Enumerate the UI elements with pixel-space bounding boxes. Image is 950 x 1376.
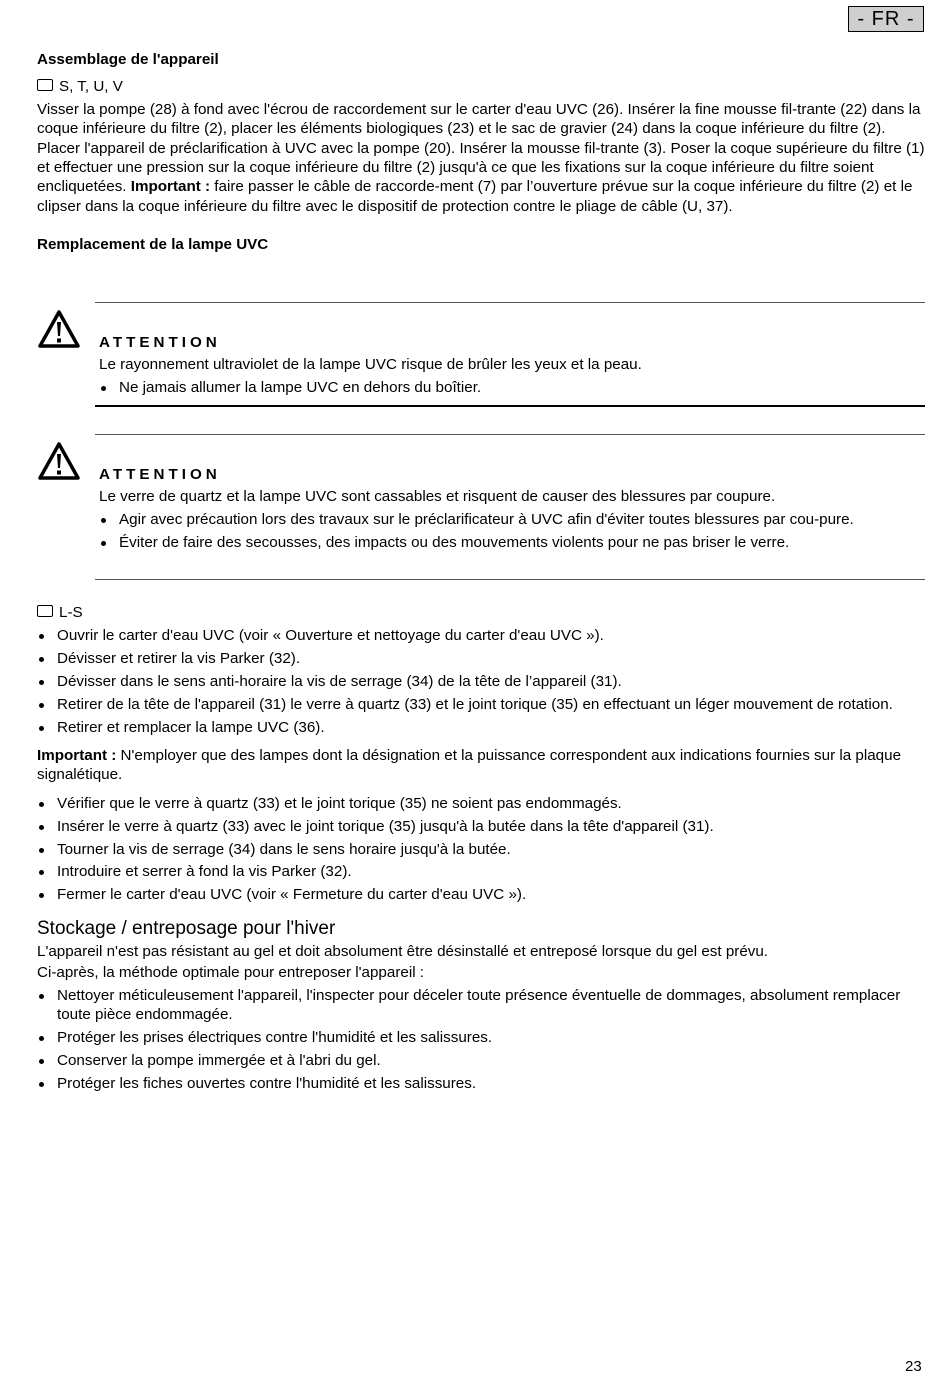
lamp-steps-list-1 <box>37 626 925 737</box>
list-item: Insérer le verre à quartz (33) avec le joint torique (35) jusqu'à la butée dans la tête d'appareil (31). <box>37 817 925 836</box>
list-item: Dévisser et retirer la vis Parker (32). <box>37 649 925 668</box>
divider <box>95 579 925 580</box>
figure-reference-text: S, T, U, V <box>59 78 123 96</box>
important-label: Important : <box>37 746 117 764</box>
divider <box>95 434 925 435</box>
warning-text: Le rayonnement ultraviolet de la lampe UVC risque de brûler les yeux et la peau. <box>99 356 642 374</box>
warning-bullets <box>99 510 925 552</box>
list-item: Ne jamais allumer la lampe UVC en dehors du boîtier. <box>99 378 925 397</box>
warning-box-glass <box>37 434 925 582</box>
storage-paragraph-2: Ci-après, la méthode optimale pour entreposer l'appareil : <box>37 963 425 981</box>
list-item: Ouvrir le carter d'eau UVC (voir « Ouverture et nettoyage du carter d'eau UVC »). <box>37 626 925 645</box>
figure-box-icon <box>37 79 53 91</box>
list-item: Nettoyer méticuleusement l'appareil, l'inspecter pour déceler toute présence éventuelle de dommages, absolument remplacer toute pièce endommagée. <box>37 986 925 1025</box>
divider <box>95 405 925 407</box>
lamp-steps-content <box>37 603 925 1093</box>
storage-paragraph-1: L'appareil n'est pas résistant au gel et doit absolument être désinstallé et entreposé lorsque du gel est prévu. <box>37 943 769 961</box>
section-title-assembly: Assemblage de l'appareil <box>37 51 219 68</box>
warning-body <box>99 333 925 398</box>
list-item: Tourner la vis de serrage (34) dans le sens horaire jusqu'à la butée. <box>37 840 925 859</box>
divider <box>95 302 925 303</box>
page-number: 23 <box>905 1358 922 1375</box>
list-item: Conserver la pompe immergée et à l'abri du gel. <box>37 1051 925 1070</box>
assembly-text-2: faire passer le câble de raccorde-ment (7) par l’ouverture prévue sur la coque inférieure du filtre (2) et le clipser dans la coque inférieure du filtre avec le dispositif de protection contre le pliage de câble (U, 37). <box>37 178 913 215</box>
list-item: Introduire et serrer à fond la vis Parker (32). <box>37 862 925 881</box>
important-note <box>37 746 925 785</box>
warning-box-uv <box>37 302 925 408</box>
lamp-steps-list-2 <box>37 794 925 905</box>
section-title-lamp: Remplacement de la lampe UVC <box>37 236 269 254</box>
list-item: Dévisser dans le sens anti-horaire la vis de serrage (34) de la tête de l’appareil (31). <box>37 672 925 691</box>
list-item: Vérifier que le verre à quartz (33) et le joint torique (35) ne soient pas endommagés. <box>37 794 925 813</box>
warning-bullets <box>99 378 925 397</box>
figure-reference <box>37 603 925 622</box>
storage-list <box>37 986 925 1094</box>
warning-triangle-icon <box>37 441 81 481</box>
page-content <box>37 50 925 255</box>
figure-reference <box>37 77 925 96</box>
list-item: Fermer le carter d'eau UVC (voir « Fermeture du carter d'eau UVC »). <box>37 885 925 904</box>
warning-body <box>99 465 925 553</box>
warning-text: Le verre de quartz et la lampe UVC sont cassables et risquent de causer des blessures par coupure. <box>99 488 776 506</box>
assembly-paragraph <box>37 100 925 216</box>
list-item: Protéger les fiches ouvertes contre l'humidité et les salissures. <box>37 1074 925 1093</box>
warning-title: ATTENTION <box>99 466 221 483</box>
figure-box-icon <box>37 605 53 617</box>
list-item: Retirer et remplacer la lampe UVC (36). <box>37 718 925 737</box>
list-item: Protéger les prises électriques contre l'humidité et les salissures. <box>37 1028 925 1047</box>
warning-title: ATTENTION <box>99 334 221 351</box>
important-label: Important : <box>130 178 211 196</box>
list-item: Retirer de la tête de l'appareil (31) le verre à quartz (33) et le joint torique (35) en effectuant un léger mouvement de rotation. <box>37 695 925 714</box>
list-item: Agir avec précaution lors des travaux sur le préclarificateur à UVC afin d'éviter toutes blessures par cou-pure. <box>99 510 925 529</box>
figure-reference-text: L-S <box>59 604 83 621</box>
section-title-storage: Stockage / entreposage pour l'hiver <box>37 917 336 939</box>
assembly-text-1: Visser la pompe (28) à fond avec l'écrou de raccordement sur le carter d'eau UVC (26). Insérer la fine mousse fil-trante (22) dans la coque inférieure du filtre (2), placer les éléments biologiques (23) et le sac de gravier (24) dans la coque inférieure du filtre (2). Placer l'appareil de préclarification à UVC avec la pompe (20). Insérer la mousse fil-trante (3). Poser la coque supérieure du filtre (1) et effectuer une pression sur la coque inférieure du filtre (2) jusqu'à ce que les fixations sur la coque inférieure du filtre soient encliquetées. <box>37 100 925 196</box>
important-text: N'employer que des lampes dont la désignation et la puissance correspondent aux indications fournies sur la plaque signalétique. <box>37 746 902 784</box>
warning-triangle-icon <box>37 309 81 349</box>
list-item: Éviter de faire des secousses, des impacts ou des mouvements violents pour ne pas briser le verre. <box>99 533 925 552</box>
language-tag: - FR - <box>848 6 924 32</box>
